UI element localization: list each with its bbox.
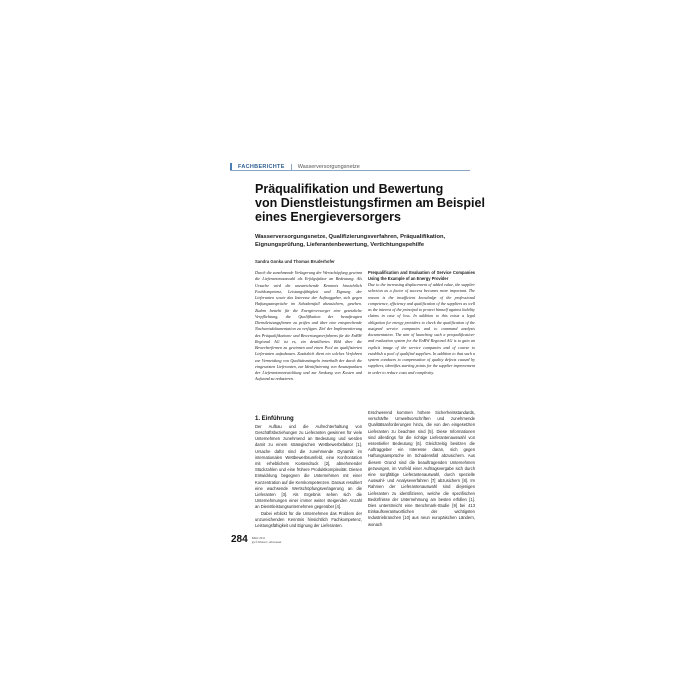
body-column-right — [368, 410, 475, 528]
title-line: eines Energieversorgers — [255, 210, 401, 224]
body-paragraph: Erschwerend kommen höhere Sicherheitsstandards, verschärfte Umweltvorschriften und zunehmende Qualitätsanforderungen hinzu, die von den eingesetzten Lieferanten zu beachten sind [5]. Diese Informationen sind allerdings für die richtige Lieferantenauswahl von essentieller Bedeutung [6]. Gleichzeitig besitzen die Auftraggeber ein Interesse daran, sich gegen Haftungsansprüche im Schadensfall abzusichern. Aus diesem Grund sind die beauftragenden Unternehmen gezwungen, im Vorfeld einer Auftragsvergabe sich durch eine sorgfältige Lieferantenauswahl, durch spezielle Auswahl- und Analyseverfahren [7] abzusichern [8]. Im Rahmen der Lieferantenauswahl sind diejenigen Lieferanten zu identifizieren, welche die spezifischen Bedürfnisse der Unternehmung am besten erfüllen [1]. Dies unterstreicht eine Benchmark-Studie [9] bei 413 Einkaufsverantwortlichen der wichtigsten Industriebranchen [10] aus neun europäischen Ländern, wonach — [368, 410, 475, 527]
title-line: von Dienstleistungsfirmen am Beispiel — [255, 196, 485, 210]
journal-info — [252, 536, 282, 545]
body-paragraph: Dabei erblickt für die Unternehmen das Problem der unzureichenden Kenntnis hinsichtlich Fachkompetenz, Leistungsfähigkeit und Eignung der Lieferanten. — [255, 510, 362, 528]
section-heading: 1. Einführung — [255, 416, 294, 422]
abstract-english — [368, 270, 475, 376]
page-footer — [231, 535, 281, 545]
subsection-label: Wasserversorgungsnetze — [297, 164, 360, 170]
keywords: Wasserversorgungsnetze, Qualifizierungsverfahren, Präqualifikation, Eignungsprüfung, Lieferantenbewertung, Vertichtungspehilfe — [255, 234, 446, 248]
title-line: Präqualifikation und Bewertung — [255, 182, 444, 196]
journal-date: März 2011 — [251, 536, 266, 540]
abstract-english-title: Prequalification and Evaluation of Service Companies Using the Example of an Energy Provider — [368, 270, 475, 281]
section-label: FACHBERICHTE — [238, 164, 285, 170]
page-number: 284 — [231, 534, 248, 545]
abstract-german: Durch die zunehmende Verlagerung der Wertschöpfung gewinnt die Lieferantenauswahl als Erfolgsfaktor an Bedeutung. Als Ursache wird die unzureichende Kenntnis hinsichtlich Fachkompetenz, Leistungsfähigkeit und Eignung der Lieferanten sowie das Interesse der Auftraggeber, sich gegen Haftungsansprüche im Schadensfall abzusichern, gesehen. Zudem besteht für die Energieversorger eine gesetzliche Verpflichtung, die Qualifikation der beauftragten Dienstleistungsfirmen zu prüfen und über eine entsprechende Nachweisdokumentation zu verfügen. Ziel der Implementierung des Präqualifikations- und Bewertungsverfahrens für die EnBW Regional AG ist es, ein detailliertes Bild über die Bewerberfirmen zu gewinnen und einen Pool an qualifizierten Lieferanten aufzubauen. Zusätzlich dient ein solches Verfahren zur Vermeidung von Qualitätsmängeln innerhalb der durch die eingesetzten Lieferanten, zur Identifizierung von Ansatzpunkten der Lieferantenentwicklung und zur Senkung von Kosten und Aufwand zu reduzieren. — [255, 270, 362, 382]
abstract-english-body: Due to the increasing displacement of added value, the supplier selection as a factor of success becomes more important. The reason is the insufficient knowledge of the professional competence, efficiency and qualification of the suppliers as well as the interest of the principal to protect himself against liability claims in case of loss. In addition to this exists a legal obligation for energy providers to check the qualification of the assigned service companies and to command analysis documentation. The aim of launching such a prequalification- and evaluation system for the EnBW Regional AG is to gain an explicit image of the service companies and of course to establish a pool of qualified suppliers. In addition to that such a system conduces to compensation of quality defects caused by suppliers, identifies starting points for the supplier improvement in order to reduce costs and complexity. — [368, 282, 475, 375]
journal-name: gwf-Wasser | Abwasser — [251, 540, 282, 544]
authors: Sandra Gonka und Thomas Bruderhofer — [255, 259, 335, 264]
body-paragraph: Der Aufbau und die Aufrechterhaltung von Geschäftsbeziehungen zu Lieferanten gewinnen für viele Unternehmen zunehmend an Bedeutung und werden damit zu einem strategischen Wettbewerbsfaktor [1]. Ursache dafür sind die zunehmende Dynamik im internationalen Wettbewerbsumfeld, eine Konfrontation mit erheblichem Kostendruck [2], abnehmender Stückzahlen und eine frühere Produktkomplexität. Diesen Entwicklung begegnen die Unternehmen mit einer Konzentration auf die Kernkompetenzen. Daraus resultiert eine wachsende Wertschöpfungsverlagerung an die Lieferanten [3]. Als Ergebnis sehen sich die Unternehmungen einer immer weiter steigenden Anzahl an Dienstleistungsunternehmen gegenüber [4]. — [255, 423, 362, 510]
header-rule — [230, 170, 470, 171]
article-title — [255, 182, 485, 224]
body-column-left — [255, 416, 362, 529]
